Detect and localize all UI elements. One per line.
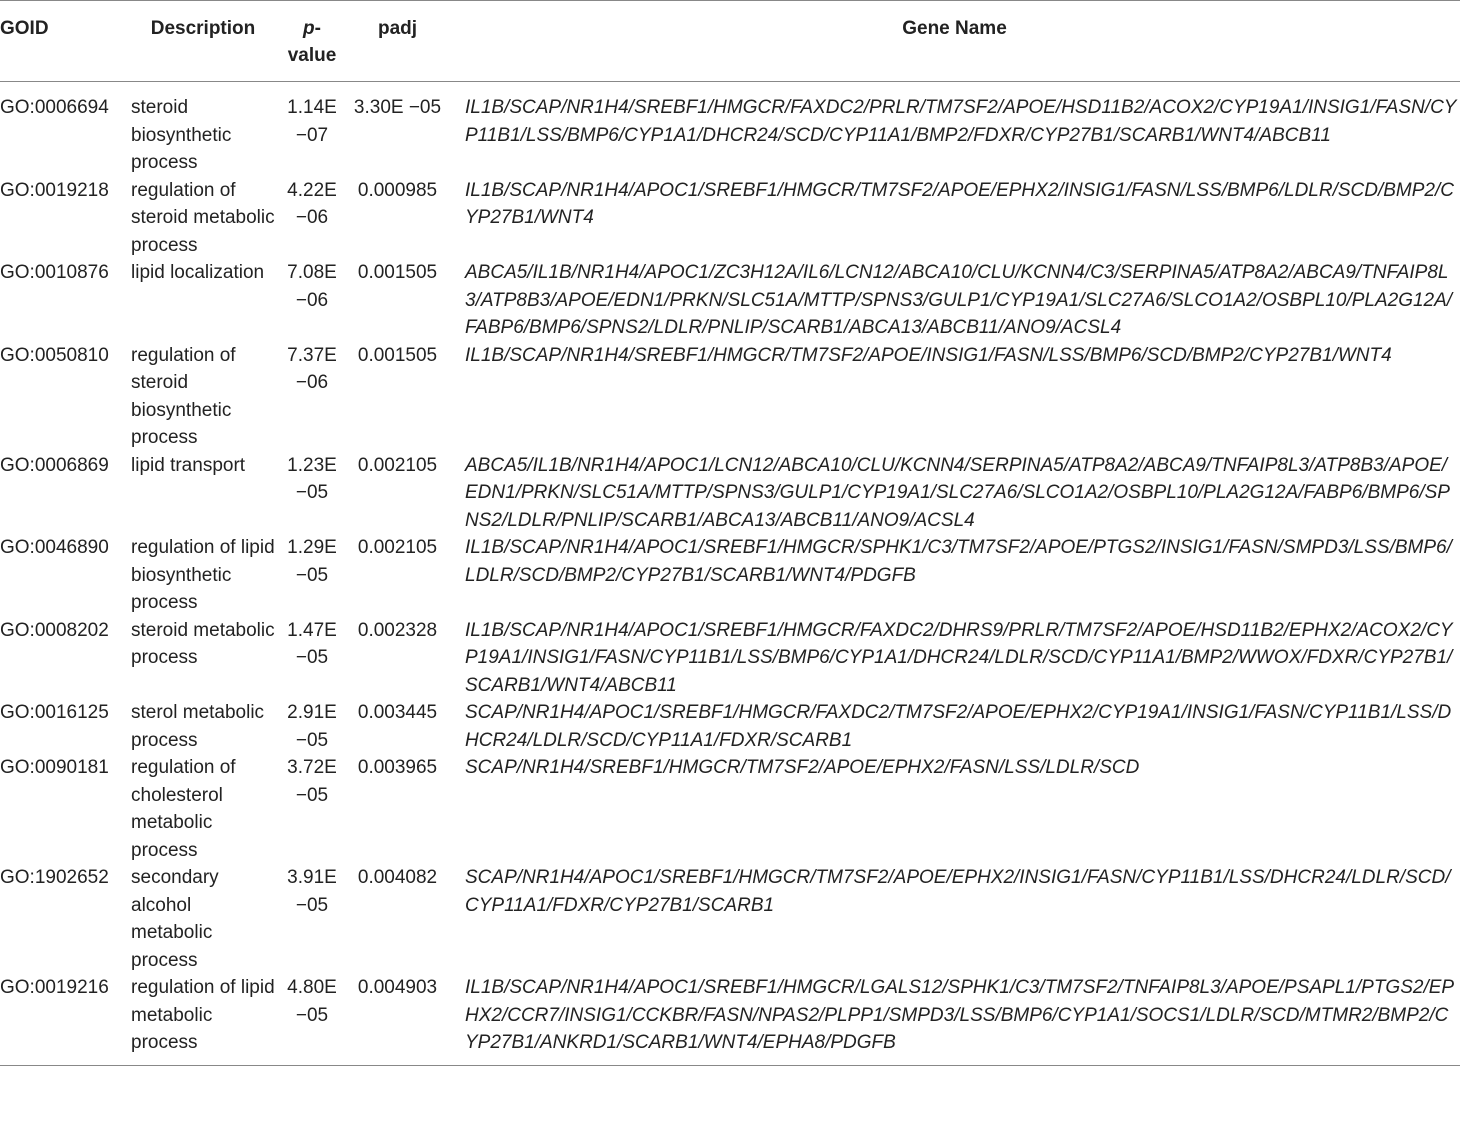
cell-description: sterol metabolic process (131, 702, 265, 751)
cell-goid: GO:0019216 (0, 974, 128, 1065)
cell-pvalue: 1.29E −05 (287, 537, 337, 586)
cell-pvalue: 4.22E −06 (287, 179, 337, 228)
header-pvalue-rest: -value (287, 18, 337, 66)
header-row (0, 1, 1460, 82)
table-row (0, 617, 1460, 700)
cell-padj: 3.30E −05 (353, 97, 442, 118)
cell-pvalue: 1.14E −07 (287, 97, 337, 146)
cell-gene-names: IL1B/SCAP/NR1H4/SREBF1/HMGCR/FAXDC2/PRLR/TM7SF2/APOE/HSD11B2/ACOX2/CYP19A1/INSIG1/FASN/CYP11B1/LSS/BMP6/CYP1A1/DHCR24/SCD/CYP11A1/BMP2/FDXR/CYP27B1/SCARB1/WNT4/ABCB11 (465, 97, 1457, 146)
cell-gene-names: ABCA5/IL1B/NR1H4/APOC1/LCN12/ABCA10/CLU/KCNN4/SERPINA5/ATP8A2/ABCA9/TNFAIP8L3/ATP8B3/APOE/EDN1/PRKN/SLC51A/MTTP/SPNS3/GULP1/CYP19A1/SLC27A6/SLCO1A2/OSBPL10/PLA2G12A/FABP6/BMP6/SPNS2/LDLR/PNLIP/SCARB1/ABCA13/ABCB11/ANO9/ACSL4 (465, 454, 1450, 531)
cell-description: lipid transport (131, 454, 246, 476)
cell-gene-names: SCAP/NR1H4/APOC1/SREBF1/HMGCR/FAXDC2/TM7SF2/APOE/EPHX2/CYP19A1/INSIG1/FASN/CYP11B1/LSS/DHCR24/LDLR/SCD/CYP11A1/FDXR/SCARB1 (465, 702, 1452, 751)
cell-padj: 0.002105 (357, 537, 438, 558)
cell-gene-names: SCAP/NR1H4/SREBF1/HMGCR/TM7SF2/APOE/EPHX2/FASN/LSS/LDLR/SCD (465, 757, 1140, 778)
cell-description: regulation of cholesterol metabolic process (131, 757, 236, 861)
cell-description: secondary alcohol metabolic process (131, 867, 219, 971)
table-row (0, 259, 1460, 342)
table-row (0, 534, 1460, 617)
cell-goid: GO:0006694 (0, 97, 109, 118)
cell-goid: GO:0006869 (0, 454, 109, 476)
cell-gene-names: IL1B/SCAP/NR1H4/SREBF1/HMGCR/TM7SF2/APOE/INSIG1/FASN/LSS/BMP6/SCD/BMP2/CYP27B1/WNT4 (465, 344, 1392, 366)
cell-goid: GO:0010876 (0, 262, 109, 283)
cell-gene-names: IL1B/SCAP/NR1H4/APOC1/SREBF1/HMGCR/LGALS12/SPHK1/C3/TM7SF2/TNFAIP8L3/APOE/PSAPL1/PTGS2/EPHX2/CCR7/INSIG1/CCKBR/FASN/NPAS2/PLPP1/SMPD3/LSS/BMP6/CYP1A1/SOCS1/LDLR/SCD/MTMR2/BMP2/CYP27B1/ANKRD1/SCARB1/WNT4/EPHA8/PDGFB (449, 974, 1460, 1065)
cell-padj: 0.003445 (357, 702, 438, 723)
header-goid: GOID (0, 1, 128, 82)
cell-padj: 0.004903 (346, 974, 449, 1065)
table-row (0, 177, 1460, 260)
table-row (0, 342, 1460, 452)
cell-description: regulation of steroid metabolic process (131, 179, 275, 256)
cell-pvalue: 7.37E −06 (287, 344, 337, 393)
table-body (0, 82, 1460, 1066)
cell-gene-names: SCAP/NR1H4/APOC1/SREBF1/HMGCR/TM7SF2/APOE/EPHX2/INSIG1/FASN/CYP11B1/LSS/DHCR24/LDLR/SCD/CYP11A1/FDXR/CYP27B1/SCARB1 (465, 867, 1451, 916)
cell-description: steroid biosynthetic process (131, 97, 232, 173)
header-padj: padj (346, 1, 449, 82)
cell-padj: 0.002328 (357, 619, 438, 641)
header-description: Description (128, 1, 278, 82)
table-row (0, 82, 1460, 177)
cell-pvalue: 4.80E −05 (278, 974, 346, 1065)
cell-goid: GO:0050810 (0, 344, 109, 366)
cell-description: lipid localization (131, 262, 265, 283)
cell-padj: 0.004082 (357, 867, 438, 888)
cell-goid: GO:0046890 (0, 537, 109, 558)
cell-gene-names: ABCA5/IL1B/NR1H4/APOC1/ZC3H12A/IL6/LCN12/ABCA10/CLU/KCNN4/C3/SERPINA5/ATP8A2/ABCA9/TNFAIP8L3/ATP8B3/APOE/EDN1/PRKN/SLC51A/MTTP/SPNS3/GULP1/CYP19A1/SLC27A6/SLCO1A2/OSBPL10/PLA2G12A/FABP6/BMP6/SPNS2/LDLR/PNLIP/SCARB1/ABCA13/ABCB11/ANO9/ACSL4 (465, 262, 1453, 338)
table-header (0, 1, 1460, 82)
cell-description: regulation of lipid metabolic process (128, 974, 278, 1065)
cell-pvalue: 1.47E −05 (287, 619, 337, 668)
cell-padj: 0.001505 (357, 262, 438, 283)
cell-gene-names: IL1B/SCAP/NR1H4/APOC1/SREBF1/HMGCR/SPHK1/C3/TM7SF2/APOE/PTGS2/INSIG1/FASN/SMPD3/LSS/BMP6/LDLR/SCD/BMP2/CYP27B1/SCARB1/WNT4/PDGFB (465, 537, 1452, 586)
header-pvalue-italic: p (303, 18, 315, 39)
cell-description: steroid metabolic process (131, 619, 275, 668)
table-row (0, 699, 1460, 754)
cell-pvalue: 3.72E −05 (287, 757, 337, 806)
cell-goid: GO:0019218 (0, 179, 109, 201)
cell-padj: 0.002105 (357, 454, 438, 476)
header-pvalue (278, 1, 346, 82)
header-gene-name: Gene Name (449, 1, 1460, 82)
cell-gene-names: IL1B/SCAP/NR1H4/APOC1/SREBF1/HMGCR/TM7SF2/APOE/EPHX2/INSIG1/FASN/LSS/BMP6/LDLR/SCD/BMP2/CYP27B1/WNT4 (465, 179, 1454, 228)
cell-pvalue: 7.08E −06 (287, 262, 337, 311)
cell-goid: GO:1902652 (0, 867, 109, 888)
cell-goid: GO:0090181 (0, 757, 109, 778)
cell-gene-names: IL1B/SCAP/NR1H4/APOC1/SREBF1/HMGCR/FAXDC2/DHRS9/PRLR/TM7SF2/APOE/HSD11B2/EPHX2/ACOX2/CYP19A1/INSIG1/FASN/CYP11B1/LSS/BMP6/CYP1A1/DHCR24/LDLR/SCD/CYP11A1/BMP2/WWOX/FDXR/CYP27B1/SCARB1/WNT4/ABCB11 (465, 619, 1453, 696)
table-row (0, 754, 1460, 864)
cell-description: regulation of steroid biosynthetic process (131, 344, 236, 448)
table-row (0, 864, 1460, 974)
cell-padj: 0.001505 (357, 344, 438, 366)
cell-description: regulation of lipid biosynthetic process (131, 537, 275, 613)
cell-pvalue: 3.91E −05 (287, 867, 337, 916)
table-row (0, 452, 1460, 535)
table-row (0, 974, 1460, 1065)
cell-pvalue: 1.23E −05 (287, 454, 337, 503)
cell-padj: 0.003965 (357, 757, 438, 778)
cell-pvalue: 2.91E −05 (287, 702, 337, 751)
cell-goid: GO:0008202 (0, 619, 109, 641)
cell-goid: GO:0016125 (0, 702, 109, 723)
cell-padj: 0.000985 (357, 179, 438, 201)
